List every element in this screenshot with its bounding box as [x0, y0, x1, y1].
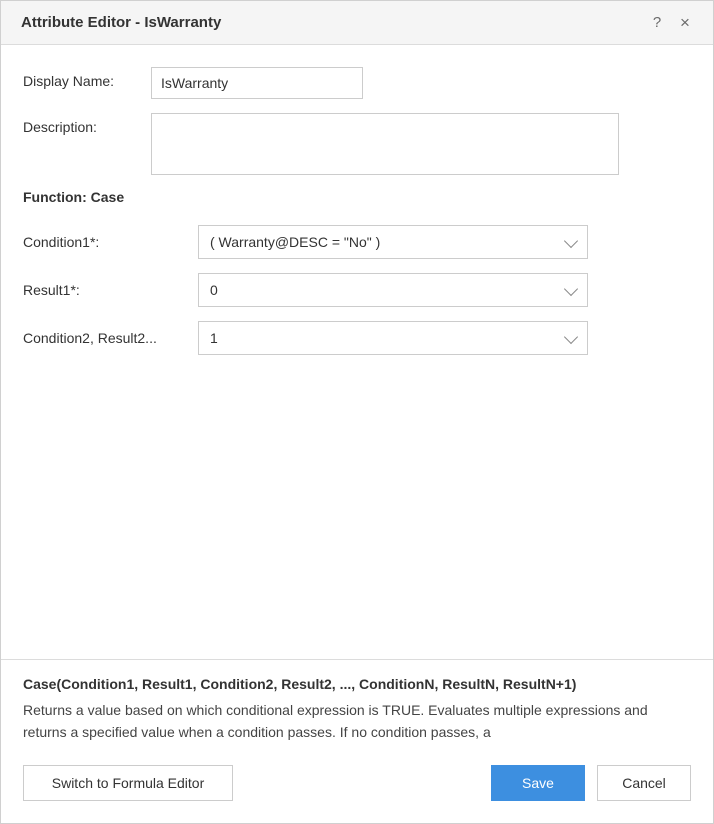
condition2-result2-row: [23, 321, 691, 355]
condition1-value: ( Warranty@DESC = "No" ): [210, 234, 381, 250]
function-description: Returns a value based on which conditional expression is TRUE. Evaluates multiple expressions and returns a specified value when a condition passes. If no condition passes, a: [23, 702, 648, 740]
condition2-result2-label: Condition2, Result2...: [23, 330, 157, 346]
close-icon[interactable]: ×: [680, 12, 690, 32]
result1-value: 0: [210, 282, 218, 298]
result1-select[interactable]: [198, 273, 588, 307]
save-button[interactable]: Save: [491, 765, 585, 801]
dialog-body: [1, 45, 713, 659]
chevron-down-icon: [564, 282, 578, 296]
condition1-select[interactable]: [198, 225, 588, 259]
result1-label: Result1*:: [23, 282, 80, 298]
description-label: Description:: [23, 119, 97, 135]
help-icon[interactable]: ?: [652, 14, 662, 31]
cancel-button[interactable]: Cancel: [597, 765, 691, 801]
display-name-label: Display Name:: [23, 73, 115, 89]
dialog-titlebar: [1, 1, 713, 45]
condition1-row: [23, 225, 691, 259]
display-name-input[interactable]: [151, 67, 363, 99]
function-heading: Function: Case: [23, 189, 125, 205]
function-signature: Case(Condition1, Result1, Condition2, Result2, ..., ConditionN, ResultN, ResultN+1): [23, 676, 577, 692]
dialog-title: Attribute Editor - IsWarranty: [21, 14, 222, 31]
chevron-down-icon: [564, 234, 578, 248]
condition1-label: Condition1*:: [23, 234, 100, 250]
result1-row: [23, 273, 691, 307]
switch-to-formula-editor-button[interactable]: Switch to Formula Editor: [23, 765, 233, 801]
description-row: [23, 113, 691, 175]
chevron-down-icon: [564, 330, 578, 344]
condition2-result2-select[interactable]: [198, 321, 588, 355]
display-name-row: [23, 67, 691, 99]
function-help-panel: [1, 659, 713, 743]
dialog-footer: [1, 743, 713, 823]
condition2-result2-value: 1: [210, 330, 218, 346]
description-input[interactable]: [151, 113, 619, 175]
